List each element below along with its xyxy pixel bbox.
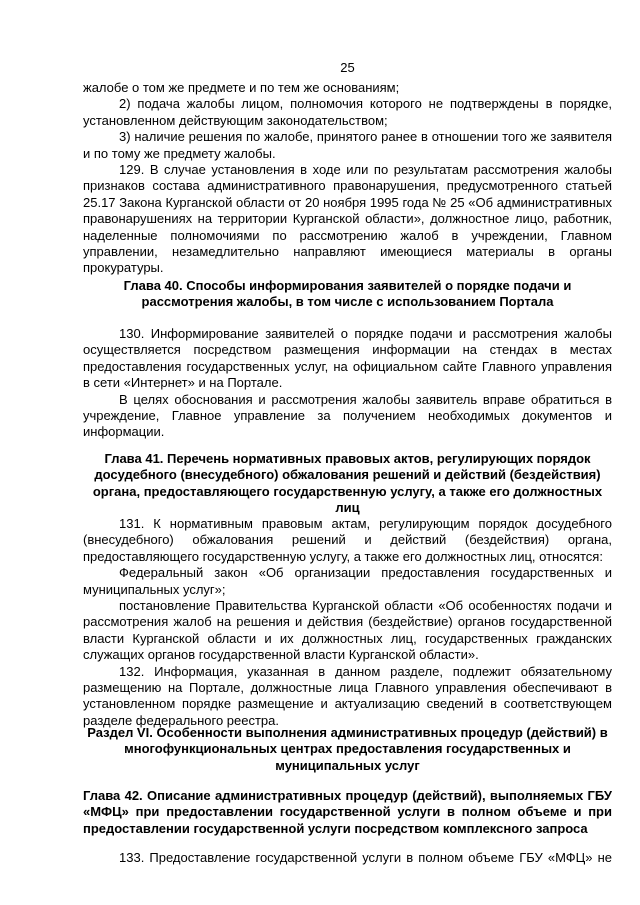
chapter-42-heading: Глава 42. Описание административных процедур (действий), выполняемых ГБУ «МФЦ» при предоставлении государственной услуги в полном объеме и при предоставлении государственной услуги посредством комплексного запроса [83,788,612,836]
paragraph: постановление Правительства Курганской области «Об особенностях подачи и рассмотрения жалоб на решения и действия (бездействие) органов государственной власти Курганской области и их должностных лиц, государственных гражданских служащих органов государственной власти Курганской области». [83,598,612,663]
chapter-40-heading-block [83,278,612,311]
page-number: 25 [340,60,355,75]
paragraph: 2) подача жалобы лицом, полномочия которого не подтверждены в порядке, установленном действующим законодательством; [83,96,612,128]
paragraph-131: 131. К нормативным правовым актам, регулирующим порядок досудебного (внесудебного) обжалования решений и действий (бездействия) органа, предоставляющего государственную услугу, а также его должностных лиц, относятся: [83,516,612,564]
section-6-heading: Раздел VI. Особенности выполнения административных процедур (действий) в многофункциональных центрах предоставления государственных и муниципальных услуг [87,725,608,773]
paragraph: жалобе о том же предмете и по тем же основаниям; [83,80,400,95]
paragraph-132: 132. Информация, указанная в данном разделе, подлежит обязательному размещению на Портале, должностные лица Главного управления обеспечивают в установленном порядке размещение и актуализацию сведений в соответствующем разделе федерального реестра. [83,663,612,728]
paragraph-133: 133. Предоставление государственной услуги в полном объеме ГБУ «МФЦ» не [119,850,612,865]
section-6-heading-block [83,725,612,774]
chapter-41-heading-block [83,451,612,517]
chapter-41-body [83,516,612,729]
paragraph: Федеральный закон «Об организации предоставления государственных и муниципальных услуг»; [83,565,612,597]
paragraph-130: 130. Информирование заявителей о порядке подачи и рассмотрения жалобы осуществляется посредством размещения информации на стендах в местах предоставления государственных услуг, на официальном сайте Главного управления в сети «Интернет» и на Портале. [83,326,612,391]
paragraph-129: 129. В случае установления в ходе или по результатам рассмотрения жалобы признаков состава административного правонарушения, предусмотренного статьей 25.17 Закона Курганской области от 20 ноября 1995 года № 25 «Об административных правонарушениях на территории Курганской области», должностное лицо, работник, наделенные полномочиями по рассмотрению жалоб в учреждении, Главном управлении, незамедлительно направляют имеющиеся материалы в органы прокуратуры. [83,162,612,276]
complaint-grounds-block [83,80,612,277]
paragraph: В целях обоснования и рассмотрения жалобы заявитель вправе обратиться в учреждение, Главное управление за получением необходимых документов и информации. [83,391,612,440]
chapter-40-body [83,326,612,441]
chapter-42-body [83,850,612,866]
chapter-40-heading: Глава 40. Способы информирования заявителей о порядке подачи и рассмотрения жалобы, в том числе с использованием Портала [123,278,572,310]
chapter-41-heading: Глава 41. Перечень нормативных правовых актов, регулирующих порядок досудебного (внесудебного) обжалования решений и действий (бездействия) органа, предоставляющего государственную услугу, а также его должностных лиц [92,451,603,516]
paragraph: 3) наличие решения по жалобе, принятого ранее в отношении того же заявителя и по тому же предмету жалобы. [83,129,612,161]
chapter-42-heading-block [83,788,612,837]
